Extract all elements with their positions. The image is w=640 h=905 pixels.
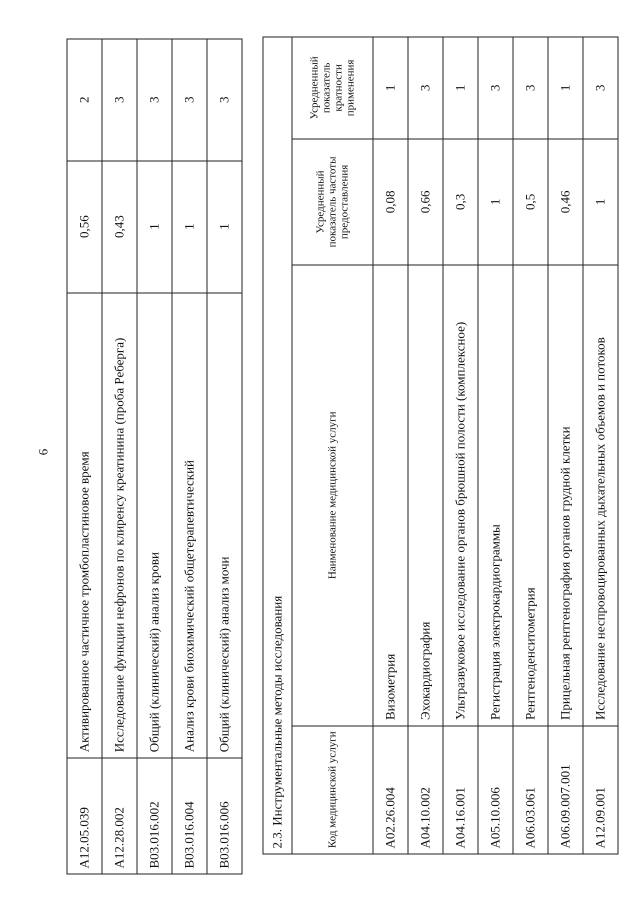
frequency-cell: 1: [583, 139, 618, 265]
service-code-cell: B03.016.002: [137, 758, 172, 874]
multiplicity-cell: 3: [408, 37, 443, 139]
service-code-cell: A12.09.001: [583, 726, 618, 854]
frequency-cell: 0,43: [102, 161, 137, 293]
frequency-cell: 1: [207, 161, 242, 293]
multiplicity-cell: 1: [373, 37, 408, 139]
table-row: [102, 39, 137, 874]
page-number: 6: [35, 448, 51, 456]
multiplicity-cell: 3: [172, 39, 207, 161]
service-code-cell: B03.016.006: [207, 758, 242, 874]
table-header-row: [292, 37, 373, 854]
frequency-cell: 0,46: [548, 139, 583, 265]
service-name-cell: Общий (клинический) анализ крови: [137, 293, 172, 758]
service-name-cell: Общий (клинический) анализ мочи: [207, 293, 242, 758]
service-name-cell: Рентгеноденситометрия: [513, 265, 548, 725]
header-code: Код медицинской услуги: [292, 726, 373, 854]
multiplicity-cell: 3: [583, 37, 618, 139]
lab-tests-table: [67, 39, 243, 875]
section-title: 2.3. Инструментальные методы исследования: [263, 37, 292, 854]
header-multiplicity: Усредненный показатель кратности применения: [292, 37, 373, 139]
header-name: Наименование медицинской услуги: [292, 265, 373, 725]
frequency-cell: 1: [137, 161, 172, 293]
table-row: [172, 39, 207, 874]
multiplicity-cell: 3: [137, 39, 172, 161]
service-code-cell: A04.16.001: [443, 726, 478, 854]
service-name-cell: Исследование функции нефронов по клиренсу креатинина (проба Реберга): [102, 293, 137, 758]
service-code-cell: B03.016.004: [172, 758, 207, 874]
multiplicity-cell: 1: [548, 37, 583, 139]
frequency-cell: 0,56: [67, 161, 102, 293]
multiplicity-cell: 3: [478, 37, 513, 139]
service-code-cell: A05.10.006: [478, 726, 513, 854]
frequency-cell: 0,5: [513, 139, 548, 265]
service-name-cell: Прицельная рентгенография органов грудной клетки: [548, 265, 583, 725]
service-code-cell: A12.05.039: [67, 758, 102, 874]
service-code-cell: A06.03.061: [513, 726, 548, 854]
frequency-cell: 1: [172, 161, 207, 293]
service-name-cell: Исследование неспровоцированных дыхательных объемов и потоков: [583, 265, 618, 725]
service-name-cell: Визометрия: [373, 265, 408, 725]
table-row: [513, 37, 548, 854]
header-frequency: Усредненный показатель частоты предоставления: [292, 139, 373, 265]
service-code-cell: A02.26.004: [373, 726, 408, 854]
service-name-cell: Активированное частичное тромбопластиновое время: [67, 293, 102, 758]
frequency-cell: 0,08: [373, 139, 408, 265]
table-row: [548, 37, 583, 854]
lab-tests-body: [67, 39, 242, 874]
document-sheet: [1, 0, 640, 905]
table-row: [67, 39, 102, 874]
service-code-cell: A12.28.002: [102, 758, 137, 874]
table-row: [583, 37, 618, 854]
multiplicity-cell: 2: [67, 39, 102, 161]
table-row: [207, 39, 242, 874]
service-name-cell: Регистрация электрокардиограммы: [478, 265, 513, 725]
service-code-cell: A04.10.002: [408, 726, 443, 854]
table-row: [478, 37, 513, 854]
table-row: [443, 37, 478, 854]
table-row: [137, 39, 172, 874]
frequency-cell: 1: [478, 139, 513, 265]
instrumental-methods-body: [373, 37, 618, 854]
frequency-cell: 0,66: [408, 139, 443, 265]
section-title-row: [263, 37, 292, 854]
service-name-cell: Эхокардиография: [408, 265, 443, 725]
service-name-cell: Ультразвуковое исследование органов брюшной полости (комплексное): [443, 265, 478, 725]
service-name-cell: Анализ крови биохимический общетерапевтический: [172, 293, 207, 758]
multiplicity-cell: 3: [513, 37, 548, 139]
table-row: [408, 37, 443, 854]
frequency-cell: 0,3: [443, 139, 478, 265]
multiplicity-cell: 1: [443, 37, 478, 139]
table-row: [373, 37, 408, 854]
instrumental-methods-table: [263, 37, 619, 855]
multiplicity-cell: 3: [207, 39, 242, 161]
service-code-cell: A06.09.007.001: [548, 726, 583, 854]
multiplicity-cell: 3: [102, 39, 137, 161]
